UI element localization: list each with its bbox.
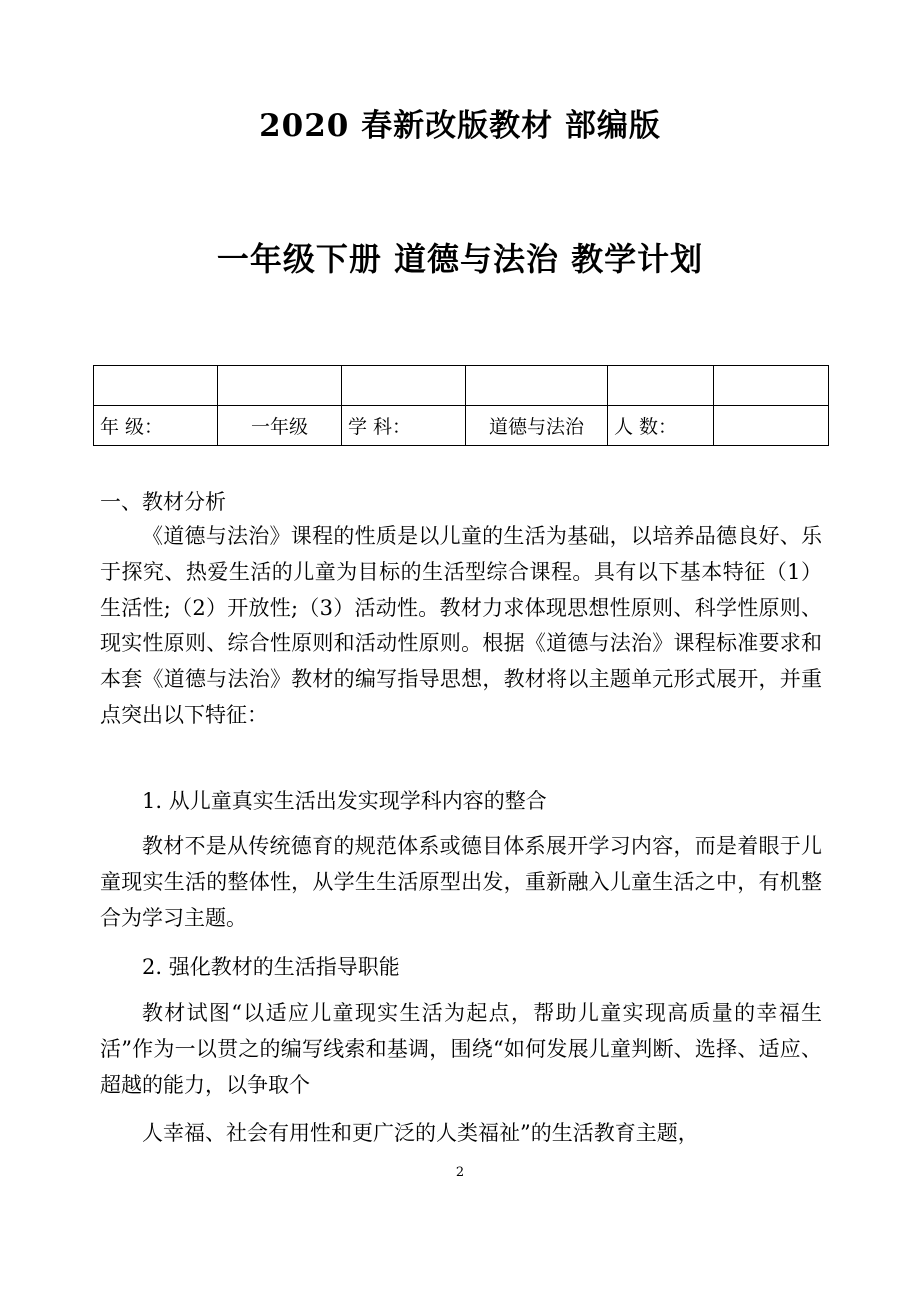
empty-cell [466, 366, 608, 406]
subject-label: 学 科： [342, 406, 466, 446]
point-2-continuation: 人幸福、社会有用性和更广泛的人类福祉”的生活教育主题， [142, 1121, 699, 1145]
count-value [714, 406, 829, 446]
grade-value: 一年级 [218, 406, 342, 446]
empty-cell [342, 366, 466, 406]
empty-cell [714, 366, 829, 406]
document-title: 2020 春新改版教材 部编版 [259, 108, 661, 144]
grade-label: 年 级： [94, 406, 218, 446]
subject-value: 道德与法治 [466, 406, 608, 446]
document-subtitle: 一年级下册 道德与法治 教学计划 [216, 240, 704, 278]
point-2-text: 教材试图“以适应儿童现实生活为起点，帮助儿童实现高质量的幸福生活”作为一以贯之的编写线索和基调，围绕“如何发展儿童判断、选择、适应、超越的能力，以争取个 [100, 1001, 822, 1097]
info-table-row [94, 406, 829, 446]
intro-paragraph: 《道德与法治》课程的性质是以儿童的生活为基础，以培养品德良好、乐于探究、热爱生活的儿童为目标的生活型综合课程。具有以下基本特征（1）生活性;（2）开放性;（3）活动性。教材力求体现思想性原则、科学性原则、现实性原则、综合性原则和活动性原则。根据《道德与法治》课程标准要求和本套《道德与法治》教材的编写指导思想，教材将以主题单元形式展开，并重点突出以下特征： [100, 524, 822, 727]
info-table-empty-row [94, 366, 829, 406]
point-2-heading: 2. 强化教材的生活指导职能 [142, 955, 400, 979]
empty-cell [218, 366, 342, 406]
empty-cell [608, 366, 714, 406]
count-label: 人 数： [608, 406, 714, 446]
page-number: 2 [455, 1165, 465, 1180]
point-1-heading: 1. 从儿童真实生活出发实现学科内容的整合 [142, 789, 547, 813]
info-table [93, 365, 829, 446]
section-heading: 一、教材分析 [100, 490, 226, 514]
point-1-text: 教材不是从传统德育的规范体系或德目体系展开学习内容，而是着眼于儿童现实生活的整体性，从学生生活原型出发，重新融入儿童生活之中，有机整合为学习主题。 [100, 834, 822, 930]
empty-cell [94, 366, 218, 406]
